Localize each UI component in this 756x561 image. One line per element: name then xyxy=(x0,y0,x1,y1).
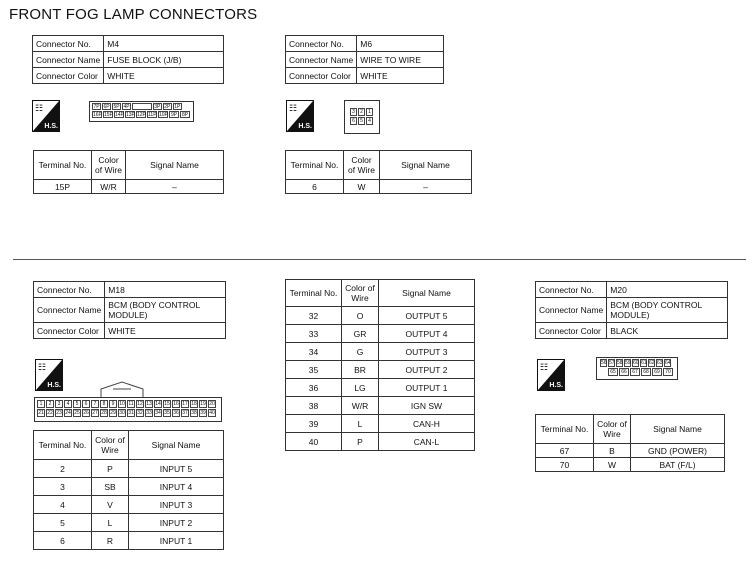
label-connector-name: Connector Name xyxy=(536,298,607,323)
label-connector-no: Connector No. xyxy=(536,282,607,298)
wire-color-cell: O xyxy=(342,307,379,325)
connector-pin: 6 xyxy=(82,400,90,408)
header-color-of-wire: Color of Wire xyxy=(342,280,379,307)
connector-pin: 8 xyxy=(100,400,108,408)
wire-color-cell: V xyxy=(92,496,129,514)
connector-pin: 5 xyxy=(358,117,365,125)
connector-info-m20 xyxy=(535,281,728,339)
table-row xyxy=(286,343,475,361)
label-connector-no: Connector No. xyxy=(34,282,105,298)
terminal-no-cell: 15P xyxy=(34,180,92,194)
signal-name-cell: OUTPUT 4 xyxy=(379,325,475,343)
connector-pin: 1 xyxy=(37,400,45,408)
terminal-no-cell: 36 xyxy=(286,379,342,397)
table-row xyxy=(34,496,224,514)
connector-pin: 24 xyxy=(65,410,71,416)
connector-pin: 23 xyxy=(56,410,62,416)
page-title: FRONT FOG LAMP CONNECTORS xyxy=(9,6,258,23)
table-row xyxy=(286,361,475,379)
connector-pin: 59 xyxy=(625,360,631,366)
header-terminal-no: Terminal No. xyxy=(536,415,594,444)
signal-name-cell: CAN-H xyxy=(379,415,475,433)
table-row xyxy=(34,180,224,194)
table-row xyxy=(34,478,224,496)
header-color-of-wire: Color of Wire xyxy=(594,415,631,444)
terminal-no-cell: 38 xyxy=(286,397,342,415)
label-connector-color: Connector Color xyxy=(536,323,607,339)
connector-face-m18 xyxy=(34,397,222,422)
connector-no-value: M4 xyxy=(104,36,224,52)
table-row xyxy=(286,325,475,343)
connector-color-value: WHITE xyxy=(105,323,226,339)
connector-pin: 11P xyxy=(148,112,157,118)
signal-name-cell: – xyxy=(126,180,224,194)
connector-pin: 25 xyxy=(74,410,80,416)
connector-info-m4 xyxy=(32,35,224,84)
connector-name-value: FUSE BLOCK (J/B) xyxy=(104,52,224,68)
terminal-table-m18-continued xyxy=(285,279,475,451)
connector-no-value: M6 xyxy=(357,36,444,52)
signal-name-cell: OUTPUT 2 xyxy=(379,361,475,379)
connector-pin: 34 xyxy=(155,410,161,416)
wire-color-cell: W/R xyxy=(92,180,126,194)
wire-color-cell: W xyxy=(344,180,380,194)
signal-name-cell: – xyxy=(380,180,472,194)
wire-color-cell: W xyxy=(594,458,631,472)
terminal-no-cell: 34 xyxy=(286,343,342,361)
connector-name-value: BCM (BODY CONTROL MODULE) xyxy=(607,298,728,323)
connector-pin: 1 xyxy=(366,108,373,116)
signal-name-cell: OUTPUT 5 xyxy=(379,307,475,325)
signal-name-cell: INPUT 4 xyxy=(129,478,224,496)
connector-pin: 8P xyxy=(181,112,189,118)
harness-side-icon: ☷ H.S. xyxy=(286,100,314,132)
connector-pin: 16 xyxy=(173,401,179,407)
signal-name-cell: INPUT 5 xyxy=(129,460,224,478)
connector-pin: 4 xyxy=(64,400,72,408)
label-connector-no: Connector No. xyxy=(286,36,357,52)
connector-pin: 5 xyxy=(73,400,81,408)
connector-pin: 12P xyxy=(137,112,146,118)
connector-pin: 19 xyxy=(200,401,206,407)
section-divider xyxy=(13,259,746,260)
label-connector-name: Connector Name xyxy=(34,298,105,323)
wire-color-cell: L xyxy=(342,415,379,433)
connector-pin: 10P xyxy=(159,112,168,118)
connector-pin: 2P xyxy=(164,104,171,110)
connector-pin: 7 xyxy=(91,400,99,408)
header-signal-name: Signal Name xyxy=(129,431,224,460)
wire-color-cell: SB xyxy=(92,478,129,496)
connector-pin: 12 xyxy=(137,401,143,407)
connector-pin: 30 xyxy=(119,410,125,416)
connector-pin: 63 xyxy=(657,360,663,366)
connector-pin: 3 xyxy=(55,400,63,408)
table-row xyxy=(34,460,224,478)
connector-pin: 65 xyxy=(608,368,618,376)
wire-color-cell: L xyxy=(92,514,129,532)
connector-info-m18 xyxy=(33,281,226,339)
connector-pin: 2 xyxy=(46,400,54,408)
connector-face-m20 xyxy=(596,357,678,380)
header-terminal-no: Terminal No. xyxy=(34,151,92,180)
terminal-table-m20 xyxy=(535,414,725,472)
connector-color-value: WHITE xyxy=(104,68,224,84)
connector-info-m6 xyxy=(285,35,444,84)
harness-side-icon: ☷ H.S. xyxy=(35,359,63,391)
signal-name-cell: IGN SW xyxy=(379,397,475,415)
wire-color-cell: R xyxy=(92,532,129,550)
terminal-no-cell: 5 xyxy=(34,514,92,532)
header-color-of-wire: Color of Wire xyxy=(92,431,129,460)
connector-pin: 7P xyxy=(93,104,100,110)
header-color-of-wire: Color of Wire xyxy=(92,151,126,180)
label-connector-name: Connector Name xyxy=(33,52,104,68)
connector-name-value: BCM (BODY CONTROL MODULE) xyxy=(105,298,226,323)
connector-pin: 35 xyxy=(164,410,170,416)
connector-pin xyxy=(132,103,152,110)
label-connector-no: Connector No. xyxy=(33,36,104,52)
wire-color-cell: W/R xyxy=(342,397,379,415)
connector-pin: 3 xyxy=(350,108,357,116)
terminal-no-cell: 2 xyxy=(34,460,92,478)
label-connector-color: Connector Color xyxy=(286,68,357,84)
connector-pin: 17 xyxy=(182,401,188,407)
connector-pin: 13P xyxy=(126,112,135,118)
connector-pin: 9 xyxy=(109,400,117,408)
wire-color-cell: GR xyxy=(342,325,379,343)
terminal-no-cell: 6 xyxy=(34,532,92,550)
connector-latch xyxy=(99,380,145,398)
connector-pin: 4P xyxy=(123,104,130,110)
header-terminal-no: Terminal No. xyxy=(286,151,344,180)
connector-pin: 39 xyxy=(200,410,206,416)
terminal-no-cell: 33 xyxy=(286,325,342,343)
terminal-no-cell: 32 xyxy=(286,307,342,325)
connector-pin: 4 xyxy=(366,117,373,125)
table-row xyxy=(286,307,475,325)
connector-pin: 60 xyxy=(633,360,639,366)
table-row xyxy=(536,458,725,472)
header-signal-name: Signal Name xyxy=(126,151,224,180)
connector-pin: 9P xyxy=(170,112,178,118)
header-color-of-wire: Color of Wire xyxy=(344,151,380,180)
connector-pin: 18 xyxy=(191,401,197,407)
table-row xyxy=(286,415,475,433)
table-row xyxy=(286,433,475,451)
table-row xyxy=(536,444,725,458)
connector-pin: 2 xyxy=(358,108,365,116)
terminal-table-m18 xyxy=(33,430,224,550)
connector-pin: 10 xyxy=(119,401,125,407)
connector-pin: 15 xyxy=(164,401,170,407)
terminal-no-cell: 3 xyxy=(34,478,92,496)
table-row xyxy=(34,514,224,532)
connector-pin: 20 xyxy=(209,401,215,407)
terminal-no-cell: 35 xyxy=(286,361,342,379)
connector-pin: 70 xyxy=(663,368,673,376)
connector-pin: 40 xyxy=(209,410,215,416)
table-row xyxy=(286,379,475,397)
connector-pin: 61 xyxy=(641,360,647,366)
connector-pin: 69 xyxy=(652,368,662,376)
table-row xyxy=(34,532,224,550)
connector-pin: 14 xyxy=(155,401,161,407)
connector-pin: 38 xyxy=(191,410,197,416)
signal-name-cell: INPUT 1 xyxy=(129,532,224,550)
header-signal-name: Signal Name xyxy=(380,151,472,180)
harness-side-icon: ☷ H.S. xyxy=(537,359,565,391)
table-row xyxy=(286,180,472,194)
wire-color-cell: P xyxy=(92,460,129,478)
terminal-no-cell: 40 xyxy=(286,433,342,451)
connector-face-m6 xyxy=(344,100,380,134)
connector-pin: 32 xyxy=(137,410,143,416)
signal-name-cell: INPUT 3 xyxy=(129,496,224,514)
connector-pin: 11 xyxy=(128,401,134,407)
connector-pin: 31 xyxy=(128,410,134,416)
wire-color-cell: G xyxy=(342,343,379,361)
connector-pin: 68 xyxy=(641,368,651,376)
signal-name-cell: INPUT 2 xyxy=(129,514,224,532)
connector-pin: 3P xyxy=(154,104,161,110)
wire-color-cell: B xyxy=(594,444,631,458)
connector-pin: 26 xyxy=(83,410,89,416)
header-signal-name: Signal Name xyxy=(379,280,475,307)
wire-color-cell: P xyxy=(342,433,379,451)
signal-name-cell: OUTPUT 1 xyxy=(379,379,475,397)
connector-color-value: BLACK xyxy=(607,323,728,339)
connector-pin: 5P xyxy=(113,104,120,110)
connector-pin: 64 xyxy=(665,360,671,366)
connector-pin: 36 xyxy=(173,410,179,416)
signal-name-cell: OUTPUT 3 xyxy=(379,343,475,361)
wire-color-cell: LG xyxy=(342,379,379,397)
connector-pin: 37 xyxy=(182,410,188,416)
connector-pin: 27 xyxy=(92,410,98,416)
terminal-no-cell: 6 xyxy=(286,180,344,194)
label-connector-color: Connector Color xyxy=(34,323,105,339)
connector-pin: 6 xyxy=(350,117,357,125)
connector-pin: 56 xyxy=(601,360,607,366)
connector-pin: 14P xyxy=(115,112,124,118)
connector-pin: 1P xyxy=(174,104,181,110)
terminal-no-cell: 39 xyxy=(286,415,342,433)
header-signal-name: Signal Name xyxy=(631,415,725,444)
header-terminal-no: Terminal No. xyxy=(286,280,342,307)
connector-pin: 57 xyxy=(609,360,615,366)
connector-pin: 6P xyxy=(103,104,110,110)
connector-pin: 21 xyxy=(38,410,44,416)
table-row xyxy=(286,397,475,415)
connector-pin: 15P xyxy=(104,112,113,118)
connector-face-m4 xyxy=(89,101,194,122)
connector-no-value: M18 xyxy=(105,282,226,298)
connector-name-value: WIRE TO WIRE xyxy=(357,52,444,68)
connector-pin: 58 xyxy=(617,360,623,366)
connector-pin: 62 xyxy=(649,360,655,366)
terminal-no-cell: 67 xyxy=(536,444,594,458)
wire-color-cell: BR xyxy=(342,361,379,379)
signal-name-cell: GND (POWER) xyxy=(631,444,725,458)
terminal-table-m4 xyxy=(33,150,224,194)
connector-pin: 13 xyxy=(146,401,152,407)
connector-no-value: M20 xyxy=(607,282,728,298)
terminal-no-cell: 70 xyxy=(536,458,594,472)
label-connector-color: Connector Color xyxy=(33,68,104,84)
connector-pin: 22 xyxy=(47,410,53,416)
header-terminal-no: Terminal No. xyxy=(34,431,92,460)
label-connector-name: Connector Name xyxy=(286,52,357,68)
signal-name-cell: CAN-L xyxy=(379,433,475,451)
connector-pin: 33 xyxy=(146,410,152,416)
terminal-table-m6 xyxy=(285,150,472,194)
connector-pin: 16P xyxy=(93,112,102,118)
terminal-no-cell: 4 xyxy=(34,496,92,514)
harness-side-icon: ☷ H.S. xyxy=(32,100,60,132)
signal-name-cell: BAT (F/L) xyxy=(631,458,725,472)
connector-pin: 66 xyxy=(619,368,629,376)
connector-pin: 28 xyxy=(101,410,107,416)
connector-pin: 67 xyxy=(630,368,640,376)
connector-color-value: WHITE xyxy=(357,68,444,84)
connector-pin: 29 xyxy=(110,410,116,416)
